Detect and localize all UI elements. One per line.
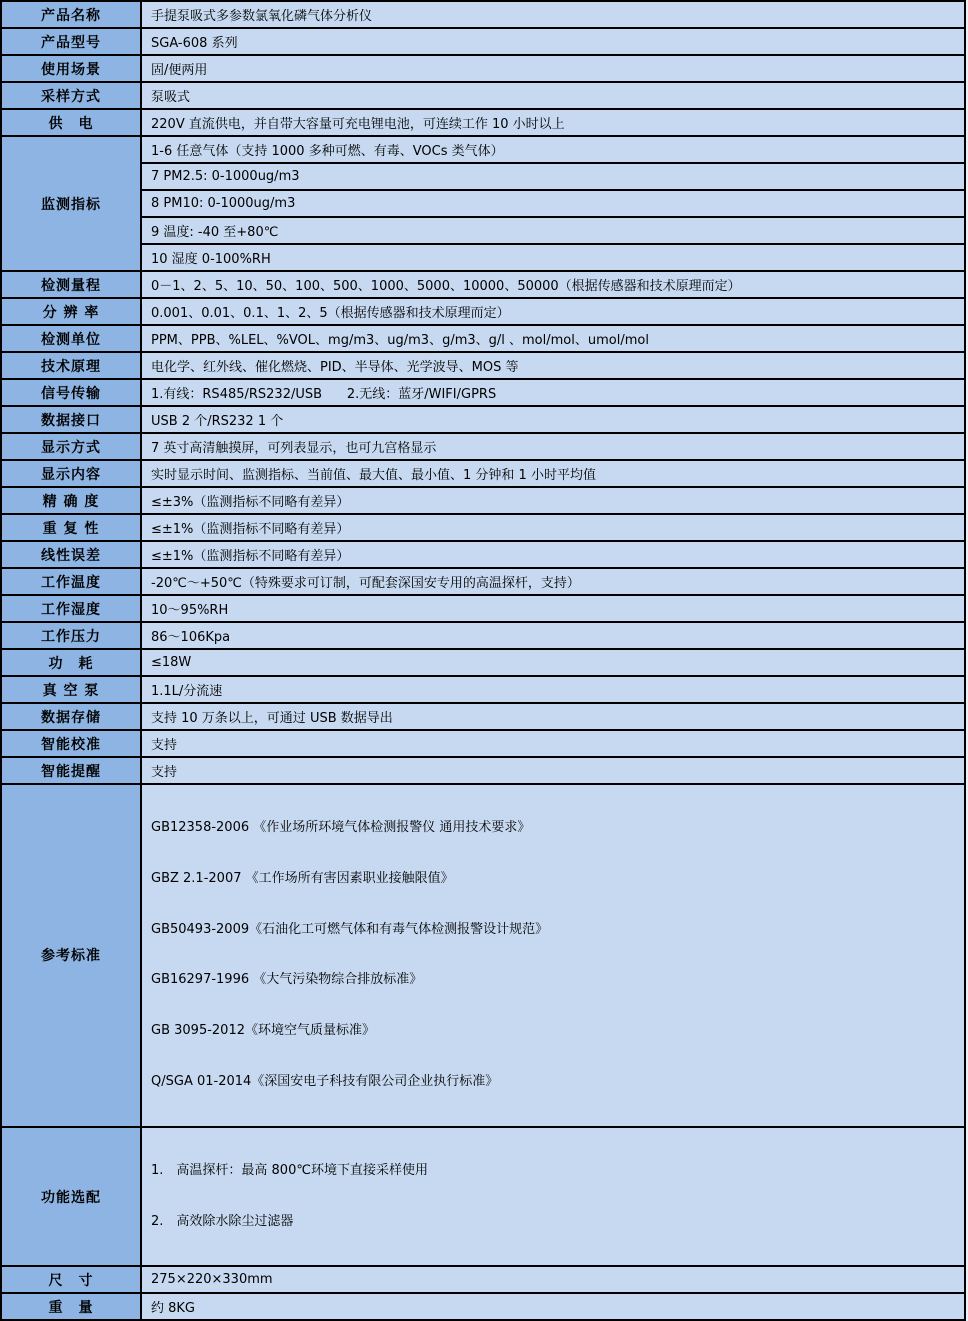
table-row-signal-transmission [1,379,965,406]
reference-standards-label: 参考标准 [1,784,141,1127]
working-humidity-value: 10～95%RH [141,595,965,622]
table-row-monitor-indicators [1,190,965,217]
display-mode-label: 显示方式 [1,433,141,460]
table-row-monitor-indicators [1,163,965,190]
table-row-working-pressure [1,622,965,649]
signal-transmission-value: 1.有线：RS485/RS232/USB 2.无线：蓝牙/WIFI/GPRS [141,379,965,406]
table-row-dimensions [1,1266,965,1293]
detection-unit-label: 检测单位 [1,325,141,352]
working-humidity-label: 工作湿度 [1,595,141,622]
table-row-accuracy [1,487,965,514]
working-temperature-value: -20℃～+50℃（特殊要求可订制，可配套深国安专用的高温探杆，支持） [141,568,965,595]
linearity-error-value: ≤±1%（监测指标不同略有差异） [141,541,965,568]
product-model-value: SGA-608 系列 [141,28,965,55]
power-consumption-value: ≤18W [141,649,965,676]
data-interface-label: 数据接口 [1,406,141,433]
display-mode-value: 7 英寸高清触摸屏，可列表显示，也可九宫格显示 [141,433,965,460]
usage-scene-value: 固/便两用 [141,55,965,82]
usage-scene-label: 使用场景 [1,55,141,82]
vacuum-pump-value: 1.1L/分流速 [141,676,965,703]
table-row-sampling-method [1,82,965,109]
power-supply-label: 供 电 [1,109,141,136]
product-name-label: 产品名称 [1,1,141,28]
product-model-label: 产品型号 [1,28,141,55]
reference-standards-value [141,784,965,1127]
table-row-linearity-error [1,541,965,568]
standard-line: GB16297-1996 《大气污染物综合排放标准》 [151,972,423,988]
detection-range-label: 检测量程 [1,271,141,298]
table-row-power-consumption [1,649,965,676]
monitor-indicators-label: 监测指标 [1,136,141,271]
smart-calibration-value: 支持 [141,730,965,757]
standard-line: GB 3095-2012《环境空气质量标准》 [151,1023,375,1039]
display-content-label: 显示内容 [1,460,141,487]
weight-label: 重 量 [1,1293,141,1320]
smart-reminder-value: 支持 [141,757,965,784]
linearity-error-label: 线性误差 [1,541,141,568]
repeatability-value: ≤±1%（监测指标不同略有差异） [141,514,965,541]
table-row-usage-scene [1,55,965,82]
table-row-display-mode [1,433,965,460]
table-row-vacuum-pump [1,676,965,703]
product-name-value: 手提泵吸式多参数氯氧化磷气体分析仪 [141,1,965,28]
monitor-indicator-item: 1-6 任意气体（支持 1000 多种可燃、有毒、VOCs 类气体） [141,136,965,163]
accuracy-value: ≤±3%（监测指标不同略有差异） [141,487,965,514]
technical-principle-label: 技术原理 [1,352,141,379]
standard-line: GBZ 2.1-2007 《工作场所有害因素职业接触限值》 [151,870,454,886]
signal-transmission-label: 信号传输 [1,379,141,406]
table-row-smart-calibration [1,730,965,757]
table-row-smart-reminder [1,757,965,784]
technical-principle-value: 电化学、红外线、催化燃烧、PID、半导体、光学波导、MOS 等 [141,352,965,379]
resolution-label: 分 辨 率 [1,298,141,325]
monitor-indicator-item: 9 温度: -40 至+80℃ [141,217,965,244]
power-consumption-label: 功 耗 [1,649,141,676]
table-row-monitor-indicators [1,217,965,244]
vacuum-pump-label: 真 空 泵 [1,676,141,703]
optional-functions-label: 功能选配 [1,1127,141,1267]
table-row-power-supply [1,109,965,136]
working-pressure-value: 86～106Kpa [141,622,965,649]
monitor-indicator-item: 8 PM10: 0-1000ug/m3 [141,190,965,217]
detection-unit-value: PPM、PPB、%LEL、%VOL、mg/m3、ug/m3、g/m3、g/l 、mol/mol、umol/mol [141,325,965,352]
table-row-data-interface [1,406,965,433]
table-row-weight [1,1293,965,1320]
dimensions-value: 275×220×330mm [141,1266,965,1293]
smart-reminder-label: 智能提醒 [1,757,141,784]
table-row-product-name [1,1,965,28]
monitor-indicator-item: 10 湿度 0-100%RH [141,244,965,271]
smart-calibration-label: 智能校准 [1,730,141,757]
table-row-detection-range [1,271,965,298]
table-row-reference-standards [1,784,965,1127]
optional-functions-value [141,1127,965,1267]
standard-line: Q/SGA 01-2014《深国安电子科技有限公司企业执行标准》 [151,1073,499,1089]
table-row-repeatability [1,514,965,541]
sampling-method-value: 泵吸式 [141,82,965,109]
resolution-value: 0.001、0.01、0.1、1、2、5（根据传感器和技术原理而定） [141,298,965,325]
data-interface-value: USB 2 个/RS232 1 个 [141,406,965,433]
table-row-working-humidity [1,595,965,622]
data-storage-label: 数据存储 [1,703,141,730]
table-row-working-temperature [1,568,965,595]
table-row-data-storage [1,703,965,730]
table-row-technical-principle [1,352,965,379]
option-line: 1. 高温探杆：最高 800℃环境下直接采样使用 [151,1162,428,1178]
table-row-monitor-indicators [1,136,965,163]
power-supply-value: 220V 直流供电，并自带大容量可充电锂电池，可连续工作 10 小时以上 [141,109,965,136]
table-row-display-content [1,460,965,487]
working-temperature-label: 工作温度 [1,568,141,595]
sampling-method-label: 采样方式 [1,82,141,109]
weight-value: 约 8KG [141,1293,965,1320]
display-content-value: 实时显示时间、监测指标、当前值、最大值、最小值、1 分钟和 1 小时平均值 [141,460,965,487]
table-row-product-model [1,28,965,55]
repeatability-label: 重 复 性 [1,514,141,541]
table-row-resolution [1,298,965,325]
table-row-monitor-indicators [1,244,965,271]
detection-range-value: 0－1、2、5、10、50、100、500、1000、5000、10000、50000（根据传感器和技术原理而定） [141,271,965,298]
standard-line: GB12358-2006 《作业场所环境气体检测报警仪 通用技术要求》 [151,820,531,835]
table-row-optional-functions [1,1127,965,1267]
dimensions-label: 尺 寸 [1,1266,141,1293]
standard-line: GB50493-2009《石油化工可燃气体和有毒气体检测报警设计规范》 [151,921,549,937]
monitor-indicator-item: 7 PM2.5: 0-1000ug/m3 [141,163,965,190]
accuracy-label: 精 确 度 [1,487,141,514]
working-pressure-label: 工作压力 [1,622,141,649]
option-line: 2. 高效除水除尘过滤器 [151,1213,294,1229]
table-row-detection-unit [1,325,965,352]
data-storage-value: 支持 10 万条以上，可通过 USB 数据导出 [141,703,965,730]
